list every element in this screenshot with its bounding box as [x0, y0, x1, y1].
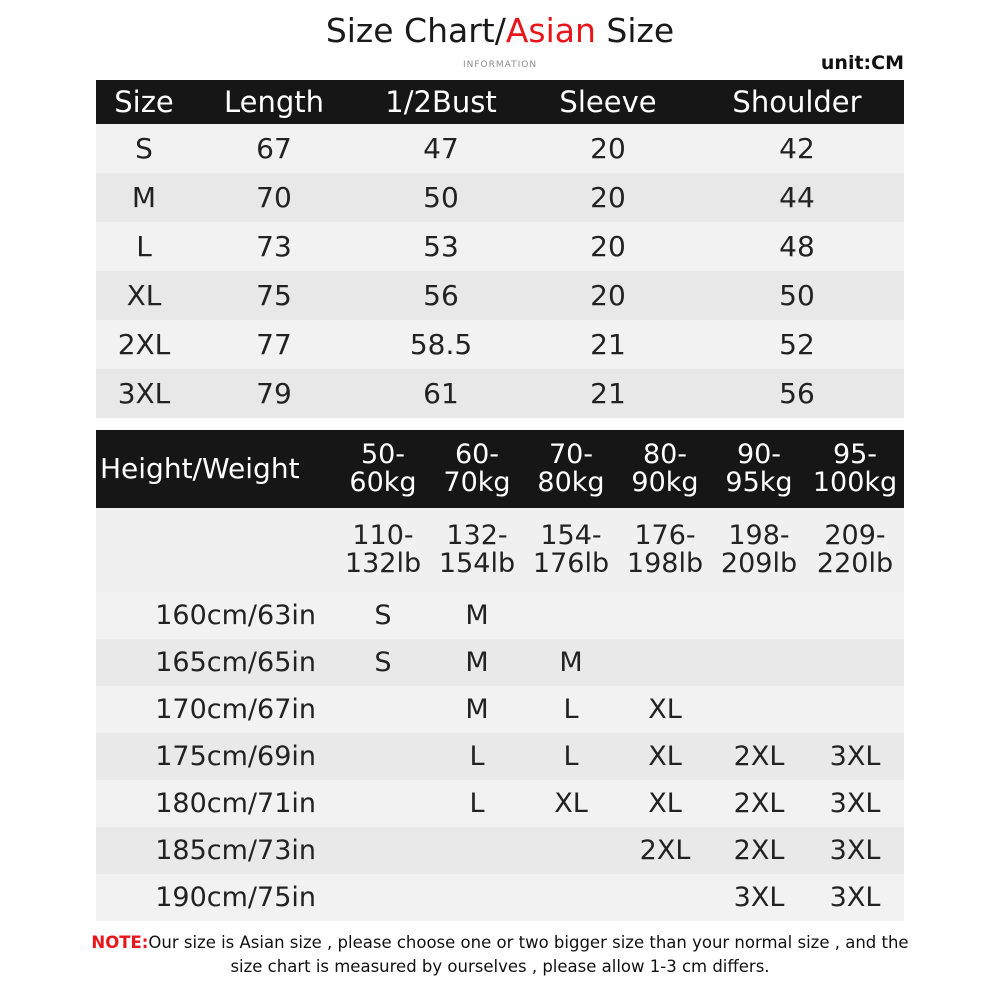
cell-size [430, 827, 524, 874]
cell-length: 73 [192, 222, 356, 271]
cell-bust: 56 [356, 271, 526, 320]
table-header-row [96, 80, 904, 124]
cell-size: 2XL [712, 733, 806, 780]
cell-size [712, 592, 806, 639]
cell-size: 3XL [806, 780, 904, 827]
column-header-length: Length [192, 80, 356, 124]
cell-size: XL [618, 686, 712, 733]
size-measurement-table [96, 80, 904, 418]
column-header-bust: 1/2Bust [356, 80, 526, 124]
table-row [96, 827, 904, 874]
cell-sleeve: 20 [526, 124, 690, 173]
column-header-sleeve: Sleeve [526, 80, 690, 124]
hw-weight-lb-3: 154-176lb [524, 508, 618, 592]
hw-weight-kg-6: 95-100kg [806, 430, 904, 508]
table-row [96, 320, 904, 369]
hw-weight-lb-5: 198-209lb [712, 508, 806, 592]
cell-size: M [430, 686, 524, 733]
title-main-text: Size Chart/ [325, 11, 506, 50]
cell-length: 77 [192, 320, 356, 369]
cell-shoulder: 42 [690, 124, 904, 173]
cell-bust: 53 [356, 222, 526, 271]
cell-height: 190cm/75in [96, 874, 336, 921]
cell-size [524, 592, 618, 639]
cell-size [806, 592, 904, 639]
cell-shoulder: 52 [690, 320, 904, 369]
cell-length: 79 [192, 369, 356, 418]
cell-shoulder: 50 [690, 271, 904, 320]
cell-height: 165cm/65in [96, 639, 336, 686]
cell-size: 2XL [96, 320, 192, 369]
page-subtitle: INFORMATION [462, 60, 538, 70]
table-row [96, 222, 904, 271]
table-row [96, 780, 904, 827]
hw-weight-lb-2: 132-154lb [430, 508, 524, 592]
hw-weight-kg-5: 90-95kg [712, 430, 806, 508]
cell-height: 180cm/71in [96, 780, 336, 827]
cell-size [336, 733, 430, 780]
hw-header-row [96, 430, 904, 508]
cell-size: S [336, 639, 430, 686]
cell-size: 3XL [806, 733, 904, 780]
table-row [96, 124, 904, 173]
cell-size [618, 639, 712, 686]
column-header-shoulder: Shoulder [690, 80, 904, 124]
height-weight-table [96, 430, 904, 921]
cell-size [336, 874, 430, 921]
cell-size [618, 874, 712, 921]
cell-size [336, 780, 430, 827]
table-row [96, 874, 904, 921]
cell-size: 3XL [806, 874, 904, 921]
cell-height: 175cm/69in [96, 733, 336, 780]
hw-weight-kg-3: 70-80kg [524, 430, 618, 508]
cell-size [618, 592, 712, 639]
hw-weight-lb-1: 110-132lb [336, 508, 430, 592]
cell-shoulder: 44 [690, 173, 904, 222]
cell-size: L [430, 733, 524, 780]
cell-size [336, 686, 430, 733]
cell-length: 75 [192, 271, 356, 320]
table-row [96, 733, 904, 780]
cell-size: M [430, 592, 524, 639]
table-row [96, 592, 904, 639]
cell-shoulder: 48 [690, 222, 904, 271]
cell-shoulder: 56 [690, 369, 904, 418]
cell-size: 2XL [618, 827, 712, 874]
hw-weight-lb-6: 209-220lb [806, 508, 904, 592]
cell-size: L [430, 780, 524, 827]
cell-size: XL [618, 780, 712, 827]
table-row [96, 369, 904, 418]
cell-length: 67 [192, 124, 356, 173]
cell-size: 3XL [806, 827, 904, 874]
page-title [0, 0, 1000, 50]
cell-height: 170cm/67in [96, 686, 336, 733]
cell-sleeve: 20 [526, 173, 690, 222]
hw-weight-kg-4: 80-90kg [618, 430, 712, 508]
cell-size [712, 639, 806, 686]
cell-size: M [96, 173, 192, 222]
table-row [96, 686, 904, 733]
cell-size [712, 686, 806, 733]
cell-size [524, 827, 618, 874]
cell-bust: 47 [356, 124, 526, 173]
size-note [85, 931, 915, 979]
title-accent-text: Asian [505, 11, 596, 50]
cell-sleeve: 21 [526, 320, 690, 369]
cell-size: 2XL [712, 780, 806, 827]
cell-height: 160cm/63in [96, 592, 336, 639]
cell-length: 70 [192, 173, 356, 222]
cell-size: 3XL [96, 369, 192, 418]
cell-size: M [430, 639, 524, 686]
cell-size: XL [524, 780, 618, 827]
cell-size: S [96, 124, 192, 173]
cell-size [806, 639, 904, 686]
unit-label: unit:CM [820, 52, 904, 74]
cell-sleeve: 20 [526, 222, 690, 271]
cell-size: L [524, 733, 618, 780]
note-text: Our size is Asian size , please choose one or two bigger size than your normal size , and the size chart is measured by ourselves , please allow 1-3 cm differs. [148, 933, 909, 976]
cell-size [336, 827, 430, 874]
note-keyword: NOTE: [91, 933, 149, 952]
cell-bust: 50 [356, 173, 526, 222]
hw-corner-label: Height/Weight [96, 430, 336, 508]
cell-bust: 58.5 [356, 320, 526, 369]
column-header-size: Size [96, 80, 192, 124]
hw-lb-spacer [96, 508, 336, 592]
cell-size: XL [618, 733, 712, 780]
cell-size: M [524, 639, 618, 686]
cell-height: 185cm/73in [96, 827, 336, 874]
table-row [96, 173, 904, 222]
cell-bust: 61 [356, 369, 526, 418]
title-tail-text: Size [595, 11, 675, 50]
cell-size: L [96, 222, 192, 271]
cell-size: S [336, 592, 430, 639]
cell-size [806, 686, 904, 733]
cell-size: XL [96, 271, 192, 320]
cell-sleeve: 21 [526, 369, 690, 418]
hw-weight-kg-2: 60-70kg [430, 430, 524, 508]
cell-size [524, 874, 618, 921]
hw-weight-lb-row [96, 508, 904, 592]
hw-weight-lb-4: 176-198lb [618, 508, 712, 592]
hw-weight-kg-1: 50-60kg [336, 430, 430, 508]
table-row [96, 271, 904, 320]
cell-sleeve: 20 [526, 271, 690, 320]
table-row [96, 639, 904, 686]
cell-size: 3XL [712, 874, 806, 921]
cell-size: 2XL [712, 827, 806, 874]
cell-size [430, 874, 524, 921]
cell-size: L [524, 686, 618, 733]
